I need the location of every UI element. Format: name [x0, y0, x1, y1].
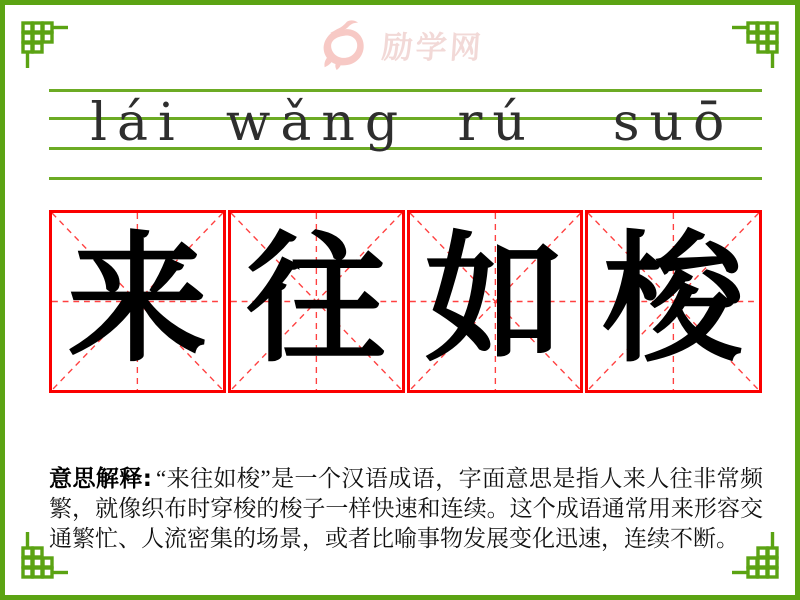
- hanzi-character: 来: [67, 223, 208, 379]
- pinyin-syllable: lái: [90, 93, 185, 153]
- hanzi-grid-box: [49, 210, 226, 393]
- brand-swirl-icon: [316, 18, 376, 70]
- brand-name: 励学网: [380, 29, 486, 65]
- pinyin-syllable: rú: [457, 93, 536, 153]
- pinyin-rule-line: [49, 89, 762, 92]
- explanation-text: “来往如梭”是一个汉语成语，字面意思是指人来人往非常频繁，就像织布时穿梭的梭子一样快速和连续。这个成语通常用来形容交通繁忙、人流密集的场景，或者比喻事物发展变化迅速，连续不断。: [49, 466, 763, 551]
- pinyin-row: [49, 93, 762, 153]
- hanzi-grid-box: [585, 210, 762, 393]
- pinyin-rule-line: [49, 177, 762, 180]
- hanzi-grid-box: [407, 210, 584, 393]
- hanzi-character: 往: [246, 223, 387, 379]
- hanzi-grid-box: [228, 210, 405, 393]
- brand-watermark: [5, 17, 795, 71]
- explanation-label: 意思解释:: [49, 466, 152, 492]
- hanzi-character: 如: [424, 223, 565, 379]
- hanzi-grid-row: [49, 210, 762, 393]
- hanzi-character: 梭: [603, 223, 744, 379]
- explanation-paragraph: [49, 464, 763, 554]
- pinyin-syllable: wǎng: [225, 93, 409, 153]
- pinyin-syllable: suō: [612, 93, 735, 153]
